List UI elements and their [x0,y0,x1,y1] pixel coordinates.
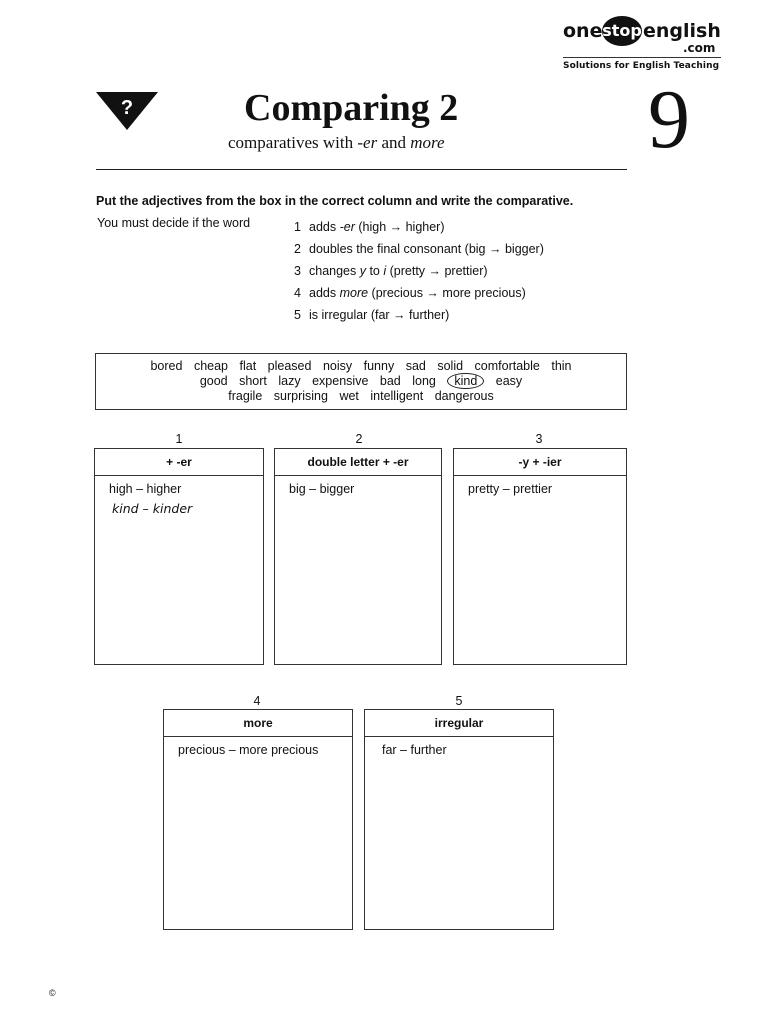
column-example: precious – more precious [178,743,319,757]
column-header: -y + -ier [454,449,626,476]
column-header: more [164,710,352,737]
instruction-main: Put the adjectives from the box in the correct column and write the comparative. [96,194,574,208]
word: fragile [228,389,263,403]
word: bad [379,374,401,388]
column-irregular [364,709,554,930]
logo-english: english [643,20,721,42]
rule-em: -er [339,220,355,234]
subtitle-and: and [377,133,411,152]
rule-text: (high → higher) [354,220,445,234]
column-header: irregular [365,710,553,737]
rule-item [294,216,544,238]
word: noisy [322,359,353,373]
word: pleased [267,359,312,373]
column-number: 5 [455,694,463,708]
column-example: high – higher [109,482,182,496]
word: good [199,374,228,388]
word: sad [405,359,426,373]
rule-number: 2 [294,242,301,256]
rule-text: to [365,264,384,278]
column-number: 3 [535,432,543,446]
page-subtitle [228,133,445,153]
rule-text: adds [309,286,340,300]
subtitle-text: comparatives with [228,133,358,152]
subtitle-er: -er [357,133,378,152]
logo-divider [563,57,721,58]
rule-item [294,238,544,260]
column-example: far – further [382,743,447,757]
adjective-word-box [95,353,627,410]
word: thin [551,359,572,373]
rule-text: adds [309,220,340,234]
rules-list [294,216,544,326]
logo-one: one [563,20,603,42]
rule-item [294,282,544,304]
header-divider [96,169,627,170]
unit-number: 9 [648,73,690,166]
word: expensive [312,374,369,388]
word: flat [239,359,257,373]
column-example: big – bigger [289,482,355,496]
rule-text: is irregular (far → further) [309,308,450,322]
word: wet [339,389,359,403]
copyright-symbol: © [49,988,56,998]
rule-em: more [339,286,369,300]
rule-item [294,260,544,282]
column-header: + -er [95,449,263,476]
logo-com: .com [683,41,716,55]
word: intelligent [370,389,424,403]
column-er [94,448,264,665]
column-header: double letter + -er [275,449,441,476]
subtitle-more: more [410,133,445,152]
rule-number: 4 [294,286,301,300]
instruction-lead: You must decide if the word [97,216,251,230]
rule-text: changes [309,264,360,278]
word: solid [437,359,464,373]
onestopenglish-logo [563,18,723,78]
word: funny [363,359,395,373]
word: long [412,374,436,388]
rule-em: i [383,264,387,278]
word: surprising [273,389,328,403]
question-mark-glyph: ? [120,97,134,119]
logo-stop-badge: stop [602,16,642,46]
word: bored [150,359,183,373]
question-triangle-icon [96,90,158,130]
rule-em: y [359,264,366,278]
word-row [96,359,626,373]
rule-number: 1 [294,220,301,234]
rule-text: (precious → more precious) [368,286,526,300]
word: cheap [193,359,229,373]
circled-word: kind [447,373,484,389]
column-number: 4 [253,694,261,708]
logo-tagline: Solutions for English Teaching [563,61,720,71]
rule-number: 5 [294,308,301,322]
page-title: Comparing 2 [244,87,459,129]
column-number: 2 [355,432,363,446]
rule-item [294,304,544,326]
word-row [96,389,626,403]
handwritten-answer: kind – kinder [112,501,193,516]
word: easy [495,374,523,388]
rule-number: 3 [294,264,301,278]
word: dangerous [434,389,494,403]
word: short [239,374,267,388]
word: lazy [278,374,301,388]
column-number: 1 [175,432,183,446]
rule-text: doubles the final consonant (big → bigger) [309,242,544,256]
word-row [96,374,626,388]
column-example: pretty – prettier [468,482,553,496]
column-more [163,709,353,930]
rule-text: (pretty → prettier) [386,264,488,278]
column-double-letter [274,448,442,665]
word: comfortable [474,359,540,373]
column-y-ier [453,448,627,665]
